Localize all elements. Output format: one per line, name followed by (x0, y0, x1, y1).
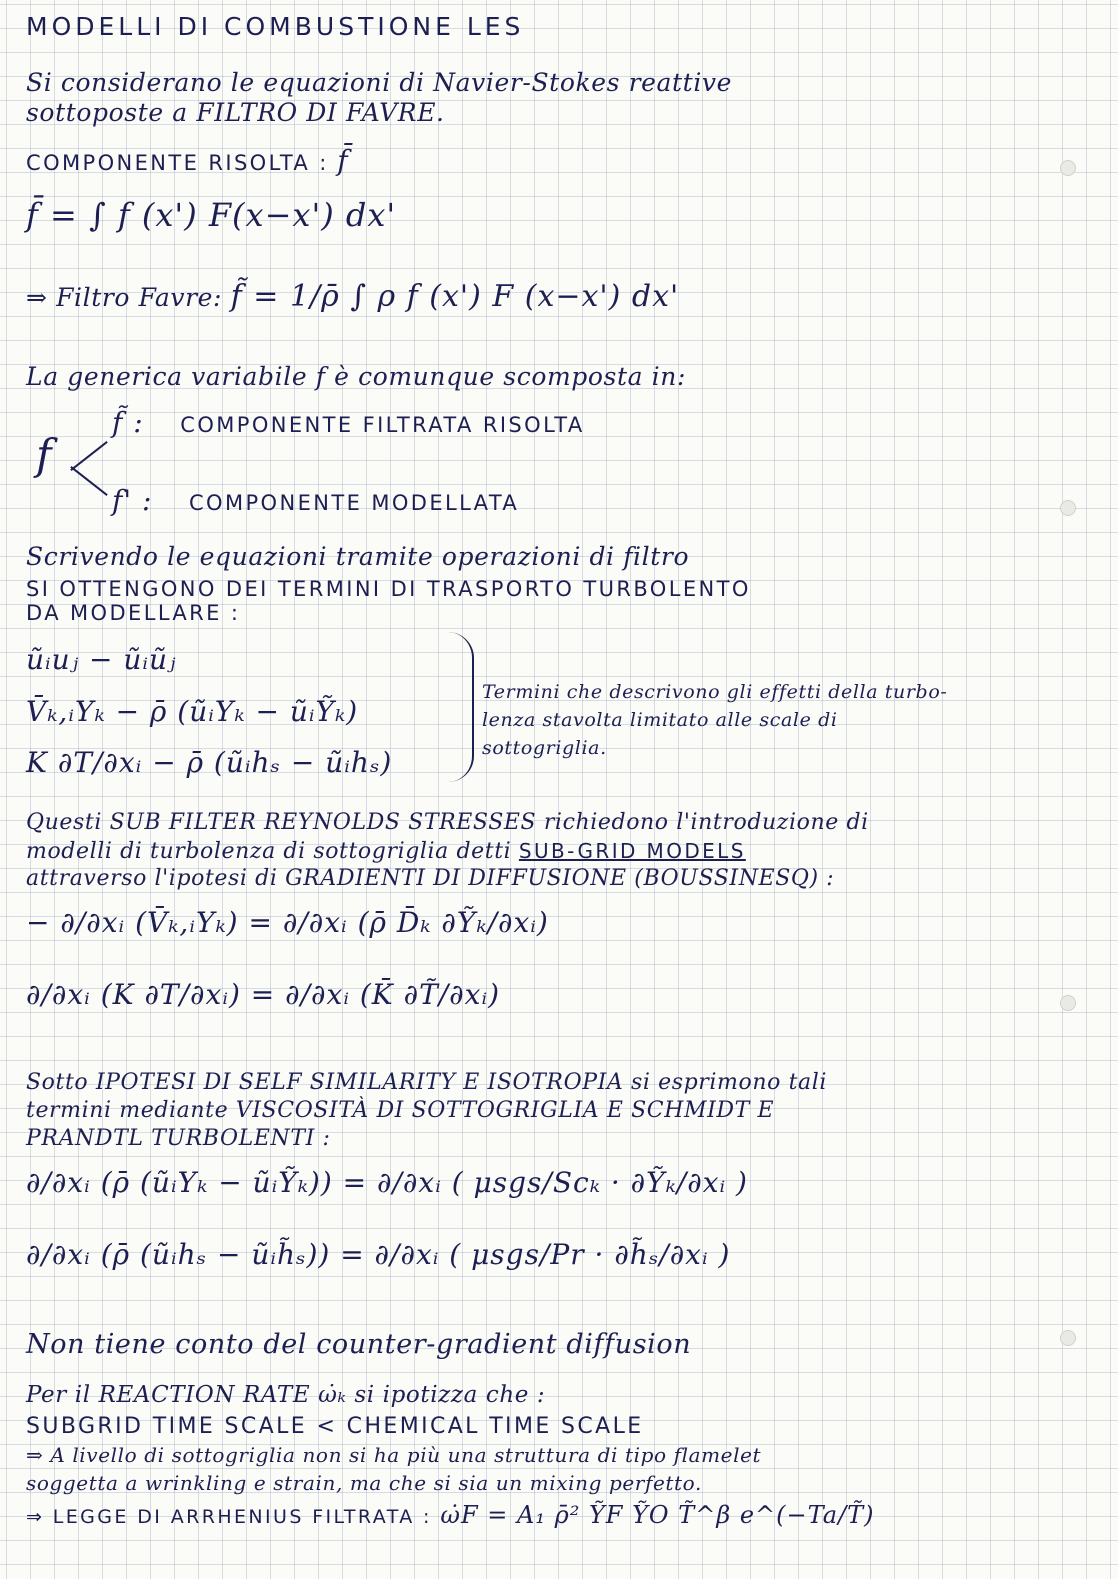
favre-equation: f̃ = 1/ρ̄ ∫ ρ f (x') F (x−x') dx' (230, 279, 680, 314)
favre-label: ⇒ Filtro Favre: (26, 283, 223, 312)
resolved-component (26, 146, 1048, 178)
reaction-line-1: Per il REACTION RATE ω̇ₖ si ipotizza che : (26, 1382, 546, 1408)
terms-note-2: lenza stavolta limitato alle scale di (482, 709, 838, 731)
resolved-equation: f̄ = ∫ f (x') F(x−x') dx' (26, 196, 397, 234)
branch-down (70, 466, 107, 496)
modelled-label: COMPONENTE MODELLATA (188, 491, 520, 515)
filtering-line-3: DA MODELLARE : (26, 601, 241, 625)
decomposition-item-1 (112, 408, 1048, 440)
reaction-line-3: ⇒ A livello di sottogriglia non si ha più una struttura di tipo flamelet (26, 1443, 762, 1467)
modelled-symbol: f' : (112, 484, 153, 517)
subfilter-line-3: attraverso l'ipotesi di GRADIENTI DI DIFFUSIONE (BOUSSINESQ) : (26, 866, 835, 891)
decomposition-text: La generica variabile f è comunque scomposta in: (26, 362, 687, 391)
filtered-symbol: f̃ : (112, 406, 144, 439)
decomposition-item-2 (112, 486, 1048, 518)
boussinesq-eq-2: ∂/∂xᵢ (K ∂T/∂xᵢ) = ∂/∂xᵢ (K̄ ∂T̃/∂xᵢ) (26, 978, 501, 1011)
similarity-eq-1: ∂/∂xᵢ (ρ̄ (ũᵢYₖ − ũᵢỸₖ)) = ∂/∂xᵢ ( μsgs/Scₖ · ∂Ỹₖ/∂xᵢ ) (26, 1166, 748, 1199)
arrhenius-line (26, 1500, 1048, 1532)
favre-filter (26, 279, 1048, 314)
term-1: ũᵢuⱼ − ũᵢũⱼ (26, 643, 177, 676)
subgrid-models-label: SUB-GRID MODELS (518, 839, 746, 863)
subfilter-line-1: Questi SUB FILTER REYNOLDS STRESSES richiedono l'introduzione di (26, 810, 869, 835)
decomposition-f: f (36, 430, 53, 479)
similarity-line-1: Sotto IPOTESI DI SELF SIMILARITY E ISOTROPIA si esprimono tali (26, 1070, 828, 1095)
reaction-line-2: SUBGRID TIME SCALE < CHEMICAL TIME SCALE (26, 1414, 644, 1439)
resolved-symbol: f̄ (337, 144, 349, 177)
binder-holes (1060, 0, 1078, 1579)
similarity-line-2: termini mediante VISCOSITÀ DI SOTTOGRIGLIA E SCHMIDT E (26, 1098, 775, 1123)
term-3: K ∂T/∂xᵢ − ρ̄ (ũᵢhₛ − ũᵢhₛ) (26, 746, 393, 779)
arrhenius-label: ⇒ LEGGE DI ARRHENIUS FILTRATA : (26, 1506, 432, 1528)
subfilter-line-2 (26, 836, 1048, 867)
filtered-label: COMPONENTE FILTRATA RISOLTA (180, 413, 585, 437)
boussinesq-eq-1: − ∂/∂xᵢ (V̄ₖ,ᵢYₖ) = ∂/∂xᵢ (ρ̄ D̄ₖ ∂Ỹₖ/∂xᵢ) (26, 906, 549, 939)
intro-line-2: sottoposte a FILTRO DI FAVRE. (26, 98, 445, 127)
counter-gradient-note: Non tiene conto del counter-gradient diffusion (26, 1329, 692, 1360)
page-title: MODELLI DI COMBUSTIONE LES (26, 12, 525, 41)
arrhenius-equation: ω̇F = A₁ ρ̄² ỸF ỸO T̃^β e^(−Ta/T̃) (440, 1501, 875, 1529)
terms-note-1: Termini che descrivono gli effetti della turbo- (482, 681, 948, 703)
similarity-eq-2: ∂/∂xᵢ (ρ̄ (ũᵢhₛ − ũᵢh̃ₛ)) = ∂/∂xᵢ ( μsgs/Pr · ∂h̃ₛ/∂xᵢ ) (26, 1238, 731, 1271)
terms-brace (448, 632, 474, 782)
subfilter-text: modelli di turbolenza di sottogriglia detti (26, 839, 519, 864)
filtering-line-2: SI OTTENGONO DEI TERMINI DI TRASPORTO TURBOLENTO (26, 577, 751, 601)
similarity-line-3: PRANDTL TURBOLENTI : (26, 1126, 331, 1151)
reaction-line-4: soggetta a wrinkling e strain, ma che si sia un mixing perfetto. (26, 1471, 702, 1495)
filtering-line-1: Scrivendo le equazioni tramite operazioni di filtro (26, 542, 690, 571)
intro-line-1: Si considerano le equazioni di Navier-Stokes reattive (26, 68, 733, 97)
terms-note-3: sottogriglia. (482, 737, 607, 759)
term-2: V̄ₖ,ᵢYₖ − ρ̄ (ũᵢYₖ − ũᵢỸₖ) (26, 695, 359, 728)
resolved-label: COMPONENTE RISOLTA : (26, 151, 329, 175)
